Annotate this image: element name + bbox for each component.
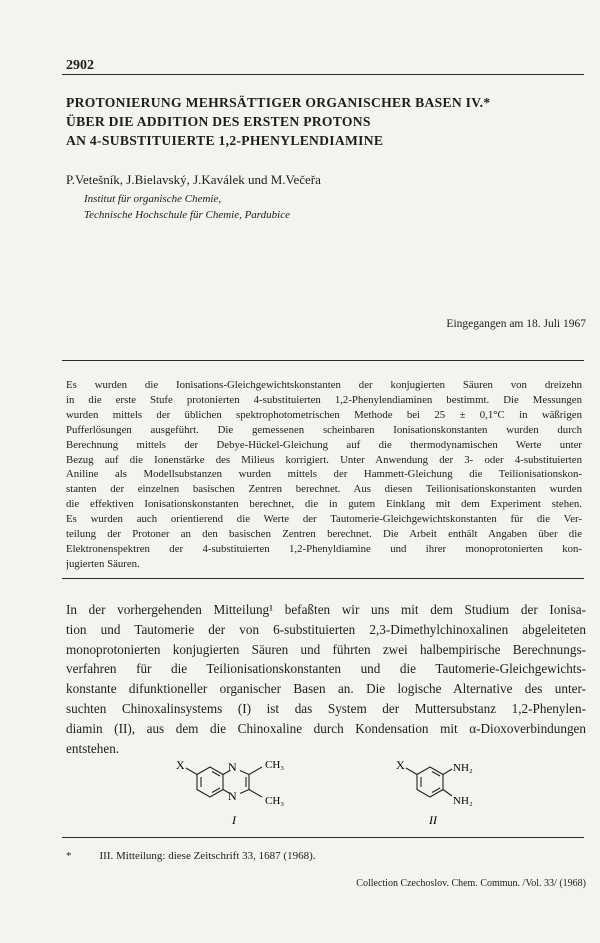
amino-label: NH₂ xyxy=(453,795,473,807)
ring-nitrogen-label: N xyxy=(228,789,237,803)
body-line: In der vorhergehenden Mitteilung¹ befaßten wir uns mit dem Studium der Ionisa- xyxy=(66,602,586,617)
body-text xyxy=(66,600,586,758)
body-line: konstante difunktioneller organischer Basen an. Die logische Alternative des unter- xyxy=(66,681,586,697)
abstract-line: wurden mittels der üblichen spektrophotometrischen Methode bei 25 ± 0,1°C in wäßrigen xyxy=(66,408,582,421)
abstract-line: Es wurden die Ionisations-Gleichgewichtskonstanten der konjugierten Säuren von dreizehn xyxy=(66,379,582,391)
abstract-line: Berechnung mittels der Debye-Hückel-Gleichung auf die thermodynamischen Werte unter xyxy=(66,438,582,451)
methyl-label: CH₃ xyxy=(265,795,285,807)
structure-number-I: I xyxy=(232,813,236,827)
abstract-line: Elektronenspektren der 4-substituierten 1,2-Phenyldiamine und ihrer monoprotonierten kon- xyxy=(66,542,582,555)
structure-number-II: II xyxy=(429,813,437,827)
footnote-text: III. Mitteilung: diese Zeitschrift 33, 1687 (1968). xyxy=(99,850,316,862)
affiliation-line-1: Institut für organische Chemie, xyxy=(84,193,222,205)
methyl-label: CH₃ xyxy=(265,759,285,771)
body-line: verfahren für die Teilionisationskonstanten und die Tautomerie-Gleichgewichts- xyxy=(66,661,586,677)
abstract-line: Pufferlösungen ausgeführt. Die gemessenen scheinbaren Ionisationskonstanten wurden durch xyxy=(66,423,582,436)
title-line-1: PROTONIERUNG MEHRSÄTTIGER ORGANISCHER BASEN IV.* xyxy=(66,95,491,110)
abstract-line: teilung der Protoner an den basischen Zentren berechnet. Die Arbeit enthält Angaben über die xyxy=(66,528,582,541)
footnote-rule xyxy=(62,837,584,838)
abstract xyxy=(66,378,582,572)
page-number: 2902 xyxy=(66,58,94,73)
body-line: monoprotonierten konjugierten Säuren und führten zwei halbempirische Berechnungs- xyxy=(66,641,586,657)
article-title xyxy=(66,93,586,150)
title-line-2: ÜBER DIE ADDITION DES ERSTEN PROTONS xyxy=(66,114,371,129)
abstract-line: stanten der einzelnen basischen Zentren berechnet. Aus diesen Teilionisationskonstanten wurden xyxy=(66,483,582,496)
authors: P.Vetešník, J.Bielavský, J.Kaválek und M.Večeřa xyxy=(66,172,321,187)
body-line: entstehen. xyxy=(66,740,120,756)
header-rule xyxy=(62,74,584,75)
substituent-x-label: X xyxy=(176,758,185,772)
abstract-top-rule xyxy=(62,360,584,361)
structure-quinoxaline xyxy=(170,752,320,834)
body-line: diamin (II), aus dem die Chinoxaline durch Kondensation mit α-Dioxoverbindungen xyxy=(66,720,586,736)
substituent-x-label: X xyxy=(396,758,405,772)
affiliation-line-2: Technische Hochschule für Chemie, Pardubice xyxy=(84,209,291,221)
abstract-bottom-rule xyxy=(62,578,584,579)
body-line: tion und Tautomerie der von 6-substituierten 2,3-Dimethylchinoxalinen abgeleiteten xyxy=(66,621,586,637)
affiliation xyxy=(84,191,290,223)
title-line-3: AN 4-SUBSTITUIERTE 1,2-PHENYLENDIAMINE xyxy=(66,133,384,148)
abstract-line: die effektiven Ionisationskonstanten berechnet, die in gutem Einklang mit dem Experiment stehen. xyxy=(66,498,582,511)
footnote-marker: * xyxy=(66,850,72,862)
body-line: suchten Chinoxalinsystems (I) ist das System der Muttersubstanz 1,2-Phenylen- xyxy=(66,700,586,716)
amino-label: NH₂ xyxy=(453,762,473,774)
abstract-line: Aniline als Modellsubstanzen wurden mittels der Hammett-Gleichung die Teilionisationskon- xyxy=(66,468,582,481)
structure-phenylenediamine xyxy=(385,752,515,834)
footnote xyxy=(66,850,315,862)
abstract-line: Bezug auf die Ionenstärke des Milieus korrigiert. Unter Anwendung der 3- oder 4-substituierten xyxy=(66,453,582,466)
ring-nitrogen-label: N xyxy=(228,760,237,774)
received-date: Eingegangen am 18. Juli 1967 xyxy=(446,318,586,330)
journal-citation: Collection Czechoslov. Chem. Commun. /Vol. 33/ (1968) xyxy=(356,878,586,889)
abstract-line: jugierten Säuren. xyxy=(66,557,140,570)
abstract-line: Es wurden auch orientierend die Werte der Tautomerie-Gleichgewichtskonstanten für die Ver- xyxy=(66,513,582,526)
abstract-line: in die erste Stufe protonierten 4-substituierten 1,2-Phenylendiaminen bestimmt. Die Messungen xyxy=(66,393,582,406)
